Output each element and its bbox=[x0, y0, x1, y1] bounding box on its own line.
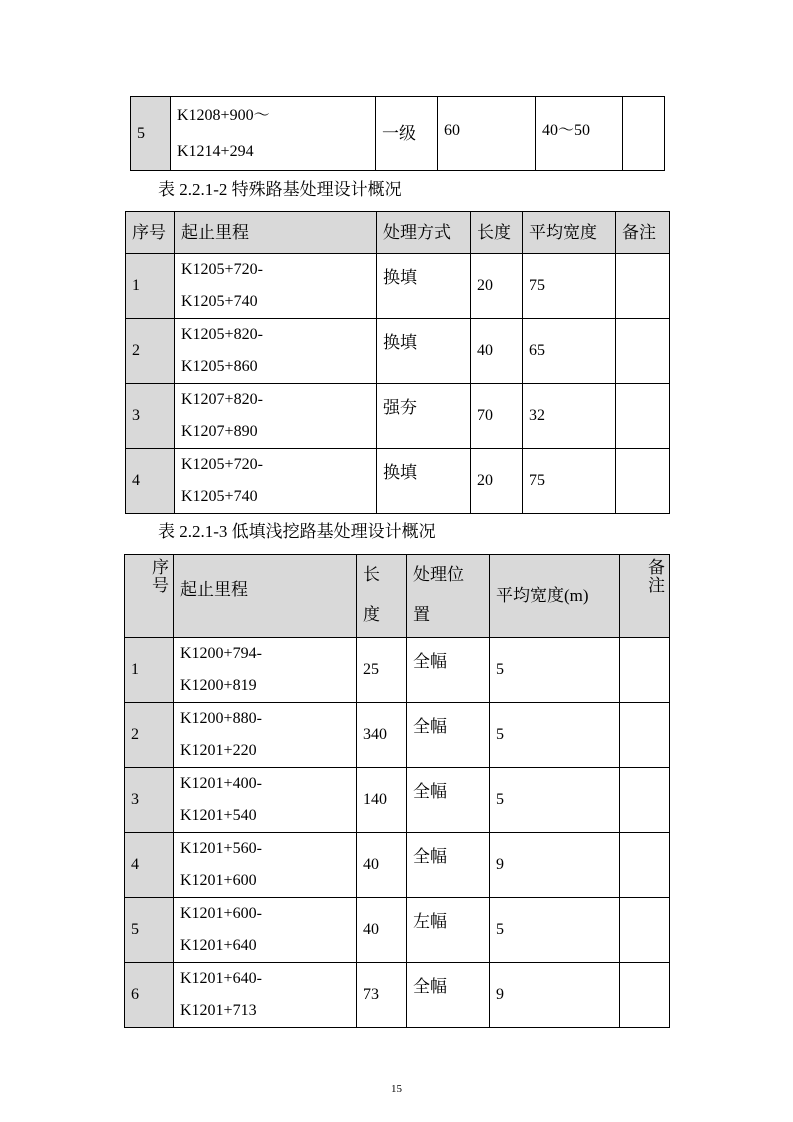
row-number: 1 bbox=[126, 254, 175, 319]
mileage-end: K1207+890 bbox=[181, 423, 258, 440]
table-2 bbox=[125, 211, 670, 514]
method bbox=[377, 254, 471, 319]
length: 20 bbox=[471, 449, 523, 514]
row-number: 3 bbox=[125, 768, 174, 833]
header-range: 起止里程 bbox=[175, 212, 377, 254]
method-value: 换填 bbox=[383, 268, 417, 287]
note bbox=[616, 449, 670, 514]
width: 75 bbox=[523, 449, 616, 514]
header-width: 平均宽度 bbox=[523, 212, 616, 254]
mileage-start: K1205+720- bbox=[181, 261, 263, 278]
mileage-end: K1200+819 bbox=[180, 677, 257, 694]
table-row bbox=[125, 768, 670, 833]
mileage-range bbox=[171, 97, 376, 171]
header-range: 起止里程 bbox=[174, 555, 357, 638]
table-3-caption: 表 2.2.1-3 低填浅挖路基处理设计概况 bbox=[158, 522, 436, 541]
mileage-end: K1201+540 bbox=[180, 807, 257, 824]
row-number: 4 bbox=[125, 833, 174, 898]
length: 140 bbox=[357, 768, 407, 833]
table-1-fragment bbox=[130, 96, 665, 171]
method-value: 强夯 bbox=[383, 398, 417, 417]
mileage-end: K1205+740 bbox=[181, 488, 258, 505]
mileage-range bbox=[174, 898, 357, 963]
table-header-row bbox=[126, 212, 670, 254]
mileage-range bbox=[174, 703, 357, 768]
width: 5 bbox=[490, 703, 620, 768]
position-value: 全幅 bbox=[413, 782, 447, 801]
table-row bbox=[125, 703, 670, 768]
method-value: 换填 bbox=[383, 333, 417, 352]
mileage-range bbox=[174, 638, 357, 703]
row-number: 5 bbox=[125, 898, 174, 963]
header-length: 长度 bbox=[471, 212, 523, 254]
mileage-range bbox=[174, 768, 357, 833]
row-number: 2 bbox=[126, 319, 175, 384]
road-grade: 一级 bbox=[376, 97, 438, 171]
table-header-row bbox=[125, 555, 670, 638]
header-width: 平均宽度(m) bbox=[490, 555, 620, 638]
position bbox=[407, 963, 490, 1028]
position bbox=[407, 833, 490, 898]
position bbox=[407, 638, 490, 703]
mileage-end: K1201+600 bbox=[180, 872, 257, 889]
mileage-range bbox=[175, 449, 377, 514]
header-length bbox=[357, 555, 407, 638]
mileage-end: K1205+860 bbox=[181, 358, 258, 375]
mileage-range bbox=[174, 963, 357, 1028]
mileage-range bbox=[175, 319, 377, 384]
method bbox=[377, 319, 471, 384]
width: 9 bbox=[490, 833, 620, 898]
table-row bbox=[126, 319, 670, 384]
width: 5 bbox=[490, 898, 620, 963]
table-row bbox=[126, 254, 670, 319]
mileage-start: K1201+560- bbox=[180, 840, 262, 857]
header-no-line1: 序 bbox=[152, 558, 169, 577]
header-no bbox=[125, 555, 174, 638]
header-length-line1: 长 bbox=[363, 565, 380, 584]
header-method: 处理方式 bbox=[377, 212, 471, 254]
width: 9 bbox=[490, 963, 620, 1028]
mileage-start: K1200+794- bbox=[180, 645, 262, 662]
header-no: 序号 bbox=[126, 212, 175, 254]
width: 5 bbox=[490, 768, 620, 833]
table-row bbox=[125, 898, 670, 963]
header-note-line2: 注 bbox=[648, 576, 665, 595]
length: 40 bbox=[357, 833, 407, 898]
note bbox=[616, 384, 670, 449]
note bbox=[620, 833, 670, 898]
note bbox=[620, 768, 670, 833]
method-value: 换填 bbox=[383, 463, 417, 482]
position bbox=[407, 898, 490, 963]
width: 32 bbox=[523, 384, 616, 449]
mileage-start: K1201+400- bbox=[180, 775, 262, 792]
row-number: 3 bbox=[126, 384, 175, 449]
position-value: 全幅 bbox=[413, 717, 447, 736]
position-value: 全幅 bbox=[413, 847, 447, 866]
mileage-end: K1201+220 bbox=[180, 742, 257, 759]
row-number: 5 bbox=[131, 97, 171, 171]
note bbox=[616, 254, 670, 319]
header-length-line2: 度 bbox=[363, 605, 380, 624]
length: 40 bbox=[357, 898, 407, 963]
table-row bbox=[131, 97, 665, 171]
mileage-range bbox=[175, 254, 377, 319]
length: 73 bbox=[357, 963, 407, 1028]
method bbox=[377, 449, 471, 514]
row-number: 1 bbox=[125, 638, 174, 703]
header-note: 备注 bbox=[616, 212, 670, 254]
mileage-start: K1200+880- bbox=[180, 710, 262, 727]
mileage-start: K1205+820- bbox=[181, 326, 263, 343]
header-note bbox=[620, 555, 670, 638]
table-2-caption: 表 2.2.1-2 特殊路基处理设计概况 bbox=[158, 180, 402, 199]
row-number: 2 bbox=[125, 703, 174, 768]
length: 70 bbox=[471, 384, 523, 449]
mileage-range bbox=[175, 384, 377, 449]
mileage-end: K1201+713 bbox=[180, 1002, 257, 1019]
length: 40 bbox=[471, 319, 523, 384]
table-row bbox=[125, 638, 670, 703]
position bbox=[407, 768, 490, 833]
mileage-end: K1201+640 bbox=[180, 937, 257, 954]
header-position-line1: 处理位 bbox=[413, 565, 464, 584]
mileage-start: K1208+900～ bbox=[177, 106, 270, 124]
width: 65 bbox=[523, 319, 616, 384]
note bbox=[620, 963, 670, 1028]
position-value: 左幅 bbox=[413, 912, 447, 931]
table-row bbox=[126, 449, 670, 514]
width-value: 40～50 bbox=[542, 122, 591, 139]
method bbox=[377, 384, 471, 449]
length: 340 bbox=[357, 703, 407, 768]
note bbox=[616, 319, 670, 384]
table-row bbox=[125, 833, 670, 898]
header-position-line2: 置 bbox=[413, 605, 430, 624]
mileage-start: K1207+820- bbox=[181, 391, 263, 408]
position bbox=[407, 703, 490, 768]
table-3 bbox=[124, 554, 670, 1028]
design-speed bbox=[438, 97, 536, 171]
note bbox=[620, 703, 670, 768]
note bbox=[620, 638, 670, 703]
width: 5 bbox=[490, 638, 620, 703]
width: 75 bbox=[523, 254, 616, 319]
length: 25 bbox=[357, 638, 407, 703]
position-value: 全幅 bbox=[413, 652, 447, 671]
page-number: 15 bbox=[391, 1083, 402, 1095]
mileage-start: K1205+720- bbox=[181, 456, 263, 473]
table-row bbox=[125, 963, 670, 1028]
row-number: 4 bbox=[126, 449, 175, 514]
header-no-line2: 号 bbox=[152, 576, 169, 595]
header-note-line1: 备 bbox=[648, 558, 665, 577]
speed-value: 60 bbox=[444, 122, 460, 139]
roadbed-width bbox=[536, 97, 623, 171]
row-number: 6 bbox=[125, 963, 174, 1028]
mileage-range bbox=[174, 833, 357, 898]
mileage-start: K1201+640- bbox=[180, 970, 262, 987]
mileage-end: K1214+294 bbox=[177, 142, 254, 160]
note bbox=[623, 97, 665, 171]
header-position bbox=[407, 555, 490, 638]
note bbox=[620, 898, 670, 963]
mileage-end: K1205+740 bbox=[181, 293, 258, 310]
table-row bbox=[126, 384, 670, 449]
mileage-start: K1201+600- bbox=[180, 905, 262, 922]
length: 20 bbox=[471, 254, 523, 319]
position-value: 全幅 bbox=[413, 977, 447, 996]
